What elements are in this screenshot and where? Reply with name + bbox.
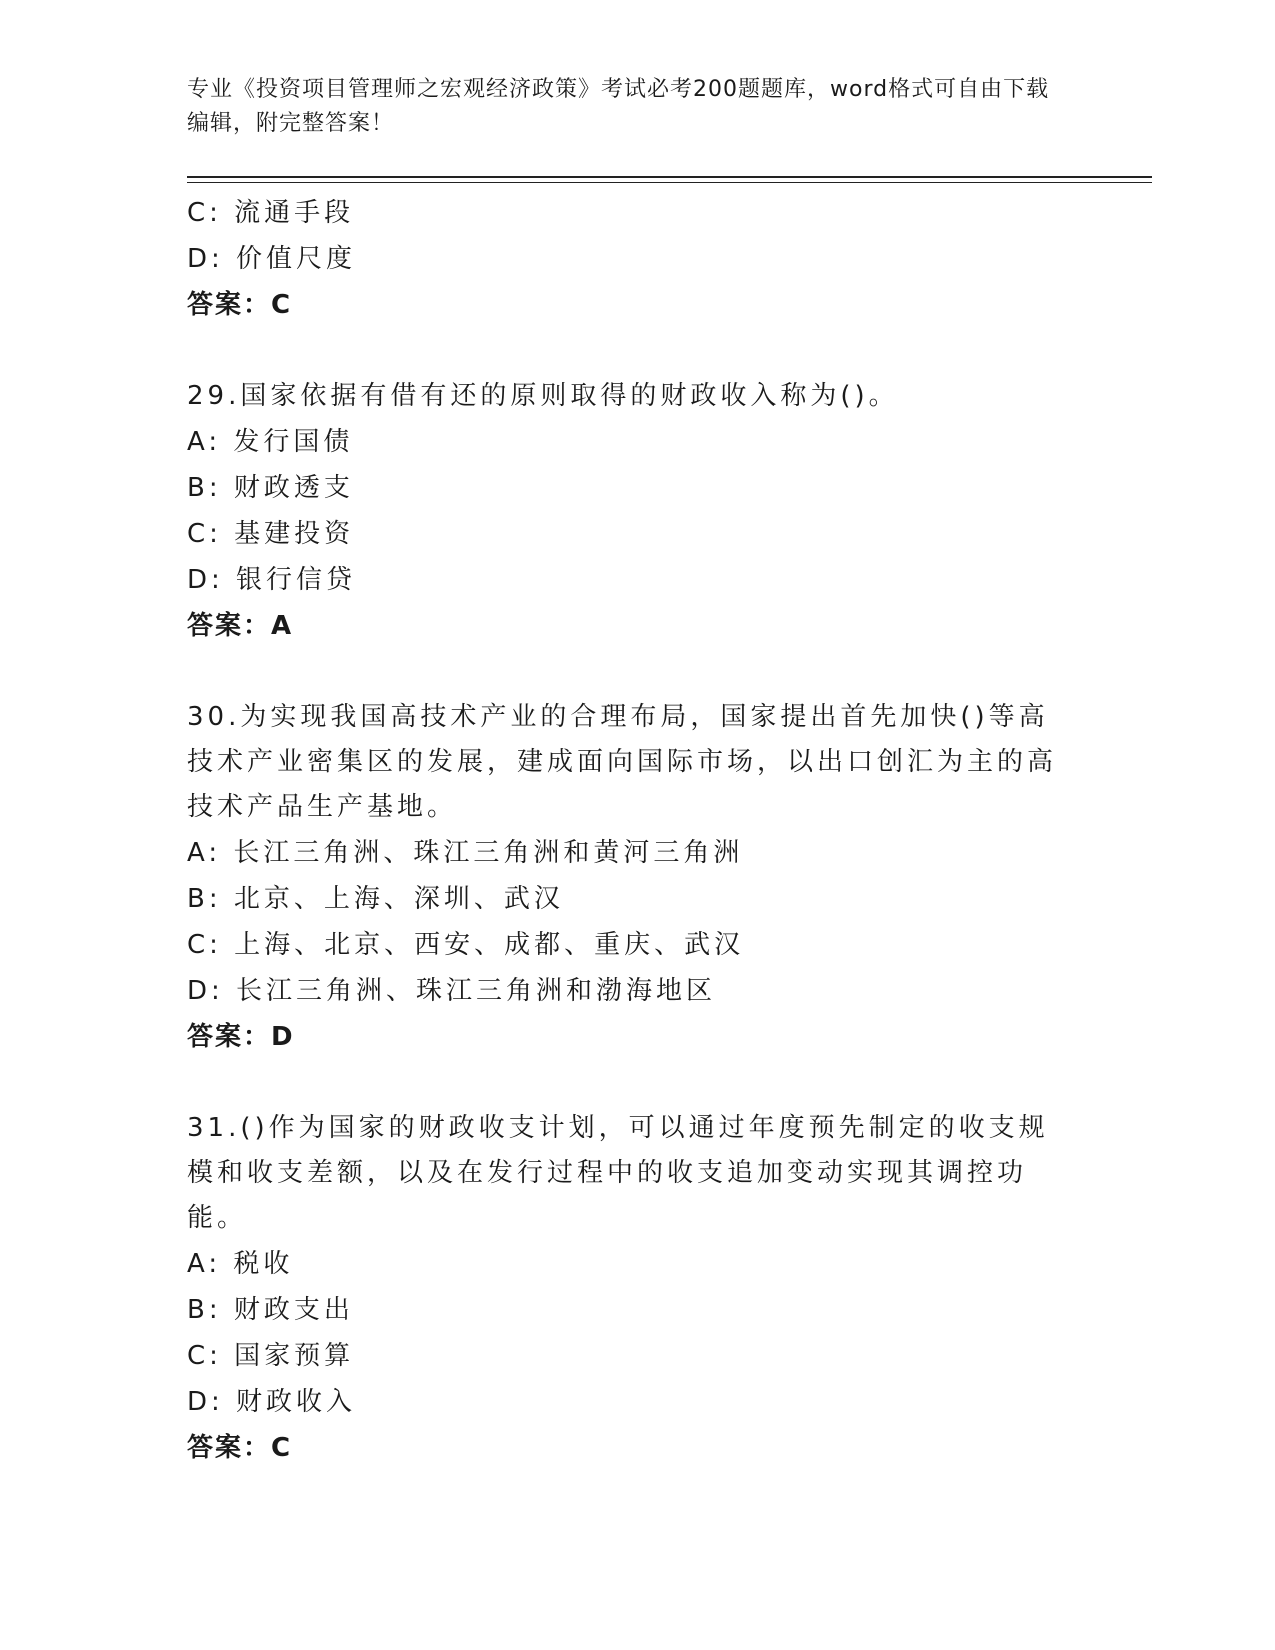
fragment-block [187, 190, 1087, 328]
option-line: D: 长江三角洲、珠江三角洲和渤海地区 [187, 976, 717, 1006]
option-line: A: 长江三角洲、珠江三角洲和黄河三角洲 [187, 838, 744, 868]
option-line: C: 基建投资 [187, 519, 355, 549]
option-line: B: 财政透支 [187, 473, 354, 503]
option-line: B: 财政支出 [187, 1295, 354, 1325]
question-31 [187, 1106, 1087, 1471]
header-rule-thin [187, 182, 1152, 183]
option-line: D: 价值尺度 [187, 244, 357, 274]
answer-line: 答案：C [187, 290, 293, 320]
answer-line: 答案：D [187, 1022, 295, 1052]
question-30 [187, 695, 1087, 1060]
option-line: D: 财政收入 [187, 1387, 357, 1417]
header-rule-thick [187, 176, 1152, 178]
option-line: A: 发行国债 [187, 427, 354, 457]
question-text: 29.国家依据有借有还的原则取得的财政收入称为()。 [187, 381, 899, 411]
question-29 [187, 374, 1087, 649]
question-text: 31.()作为国家的财政收支计划，可以通过年度预先制定的收支规模和收支差额，以及在发行过程中的收支追加变动实现其调控功能。 [187, 1113, 1049, 1233]
document-body [187, 190, 1087, 1471]
document-header: 专业《投资项目管理师之宏观经济政策》考试必考200题题库，word格式可自由下载编辑，附完整答案！ [187, 77, 1050, 136]
answer-line: 答案：A [187, 611, 294, 641]
option-line: D: 银行信贷 [187, 565, 357, 595]
option-line: C: 流通手段 [187, 198, 355, 228]
answer-line: 答案：C [187, 1433, 293, 1463]
option-line: C: 上海、北京、西安、成都、重庆、武汉 [187, 930, 745, 960]
option-line: B: 北京、上海、深圳、武汉 [187, 884, 564, 914]
question-text: 30.为实现我国高技术产业的合理布局，国家提出首先加快()等高技术产业密集区的发展，建成面向国际市场，以出口创汇为主的高技术产品生产基地。 [187, 702, 1058, 822]
option-line: A: 税收 [187, 1249, 294, 1279]
option-line: C: 国家预算 [187, 1341, 355, 1371]
